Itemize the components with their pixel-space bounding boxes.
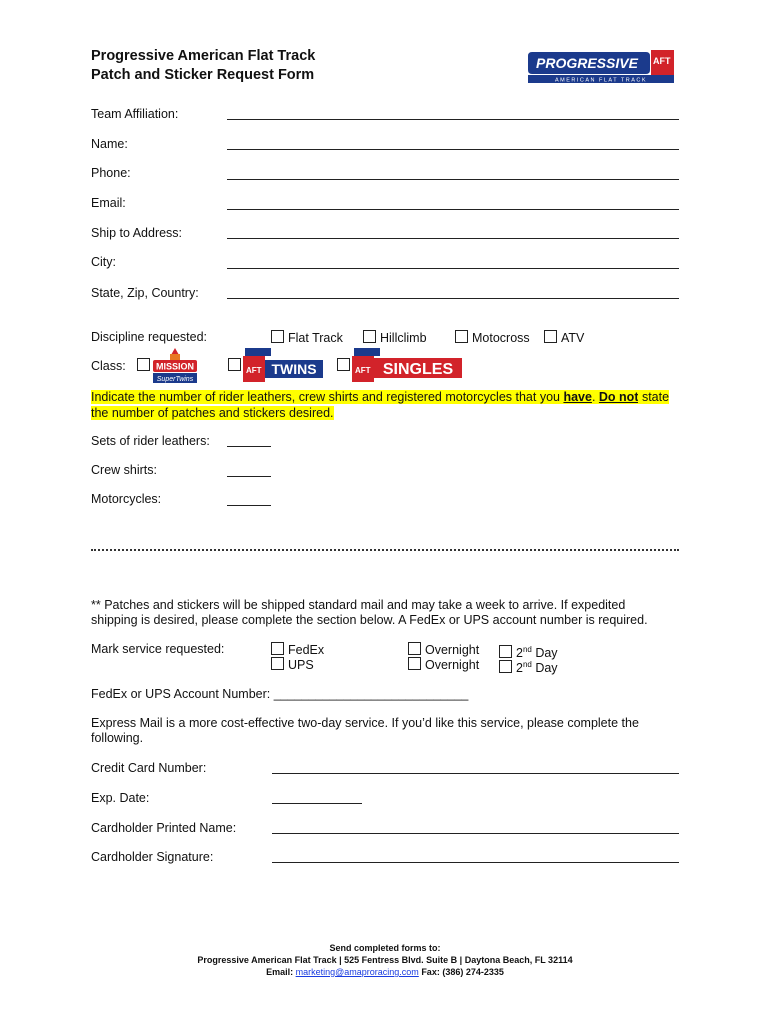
aft-twins-logo: [243, 348, 323, 382]
singles-text: SINGLES: [382, 361, 454, 378]
crew-shirts-label: Crew shirts:: [91, 463, 157, 477]
checkbox[interactable]: [544, 330, 557, 343]
discipline-hillclimb[interactable]: Hillclimb: [363, 330, 427, 346]
service-fedex[interactable]: FedEx: [271, 642, 324, 658]
section-divider: [91, 549, 679, 551]
leathers-field[interactable]: [227, 446, 271, 447]
logo-badge: AFT: [653, 56, 671, 66]
exp-date-label: Exp. Date:: [91, 791, 150, 805]
account-number-field[interactable]: FedEx or UPS Account Number: ____________________________: [91, 687, 469, 701]
logo-wordmark: PROGRESSIVE: [536, 55, 638, 71]
crew-shirts-field[interactable]: [227, 476, 271, 477]
title-line-2: Patch and Sticker Request Form: [91, 67, 315, 83]
service-label: Mark service requested:: [91, 642, 225, 656]
aft-singles-logo: [352, 348, 462, 382]
twins-text: TWINS: [271, 361, 317, 377]
logo-subtext: AMERICAN FLAT TRACK: [554, 77, 648, 83]
signature-label: Cardholder Signature:: [91, 850, 214, 864]
supertwins-text: SuperTwins: [156, 376, 194, 383]
twins-badge: AFT: [246, 366, 262, 375]
signature-field[interactable]: [272, 862, 679, 863]
instruction-text: Indicate the number of rider leathers, crew shirts and registered motorcycles that you have. Do not state the number of patches and stickers desired.: [91, 390, 670, 420]
singles-badge: AFT: [355, 366, 371, 375]
fedex-overnight[interactable]: Overnight: [408, 642, 479, 658]
progressive-aft-logo: [528, 50, 674, 83]
class-label: Class:: [91, 359, 126, 373]
fedex-second-day[interactable]: 2nd Day: [499, 642, 558, 661]
team-affiliation-field[interactable]: [227, 119, 679, 120]
printed-name-label: Cardholder Printed Name:: [91, 821, 237, 835]
discipline-atv[interactable]: ATV: [544, 330, 584, 346]
shipping-note: ** Patches and stickers will be shipped standard mail and may take a week to arrive. If expedited shipping is desired, please complete the section below. A FedEx or UPS account number is required.: [91, 598, 648, 627]
mission-supertwins-logo: [152, 346, 198, 384]
name-field[interactable]: [227, 149, 679, 150]
mission-text: MISSION: [155, 361, 195, 372]
checkbox[interactable]: [363, 330, 376, 343]
footer-contact: Email: marketing@amaproracing.com Fax: (386) 274-2335: [266, 967, 504, 977]
footer-send-to: Send completed forms to:: [329, 943, 441, 953]
leathers-label: Sets of rider leathers:: [91, 434, 210, 448]
state-zip-label: State, Zip, Country:: [91, 286, 199, 300]
footer-address: Progressive American Flat Track | 525 Fentress Blvd. Suite B | Daytona Beach, FL 32114: [197, 955, 573, 965]
exp-date-field[interactable]: [272, 803, 362, 804]
discipline-motocross[interactable]: Motocross: [455, 330, 530, 346]
emphasis-have: have: [563, 390, 592, 404]
checkbox[interactable]: [455, 330, 468, 343]
name-label: Name:: [91, 137, 128, 151]
city-field[interactable]: [227, 268, 679, 269]
discipline-flat-track[interactable]: Flat Track: [271, 330, 343, 346]
ups-overnight[interactable]: Overnight: [408, 657, 479, 673]
ship-to-label: Ship to Address:: [91, 226, 183, 240]
ups-second-day[interactable]: 2nd Day: [499, 657, 558, 676]
ship-to-field[interactable]: [227, 238, 679, 239]
state-zip-field[interactable]: [227, 298, 679, 299]
service-ups[interactable]: UPS: [271, 657, 314, 673]
motorcycles-label: Motorcycles:: [91, 492, 162, 506]
emphasis-do-not: Do not: [598, 390, 639, 404]
checkbox[interactable]: [271, 330, 284, 343]
footer-email-link[interactable]: marketing@amaproracing.com: [295, 967, 419, 977]
email-label: Email:: [91, 196, 126, 210]
printed-name-field[interactable]: [272, 833, 679, 834]
phone-field[interactable]: [227, 179, 679, 180]
card-number-field[interactable]: [272, 773, 679, 774]
email-field[interactable]: [227, 209, 679, 210]
city-label: City:: [91, 255, 116, 269]
card-number-label: Credit Card Number:: [91, 761, 207, 775]
discipline-label: Discipline requested:: [91, 330, 208, 344]
team-affiliation-label: Team Affiliation:: [91, 107, 179, 121]
motorcycles-field[interactable]: [227, 505, 271, 506]
express-note: Express Mail is a more cost-effective two-day service. If you’d like this service, please complete the following.: [91, 716, 639, 745]
phone-label: Phone:: [91, 166, 131, 180]
title-line-1: Progressive American Flat Track: [91, 48, 316, 64]
form-title: [91, 47, 315, 85]
